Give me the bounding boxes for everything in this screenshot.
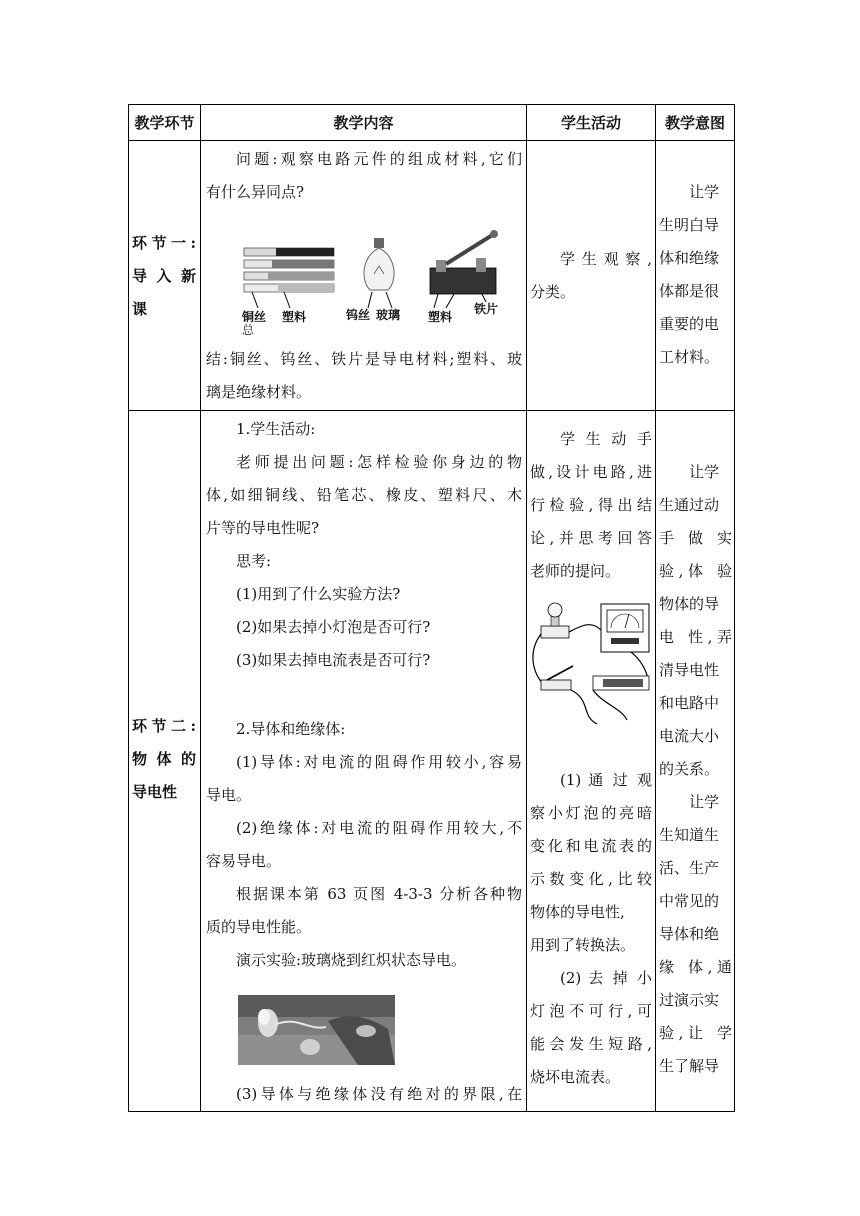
content-line: (2)如果去掉小灯泡是否可行? — [236, 618, 431, 636]
rule-bottom — [128, 1111, 735, 1112]
activity-line: 学生观察, — [560, 250, 652, 268]
content-line: 质的导电性能。 — [206, 918, 312, 936]
section2-stage-line: 环节二: — [132, 717, 196, 735]
intent-line: 导体和绝 — [659, 925, 720, 943]
section1-stage-line: 课 — [132, 300, 148, 318]
components-figure — [232, 228, 522, 338]
activity-line: (2) 去 掉 小 — [560, 969, 652, 987]
intent-line: 体和绝缘 — [659, 249, 720, 267]
activity-line: 论,并思考回答 — [530, 529, 652, 547]
section1-intent — [659, 176, 732, 374]
header-col-activity: 学生活动 — [560, 113, 621, 132]
rule-header — [128, 140, 735, 141]
section2-content-part1 — [206, 413, 522, 677]
intent-line: 验,体 验 — [659, 562, 732, 580]
activity-line: 变化和电流表的 — [530, 837, 652, 855]
activity-line: (1) 通 过 观 — [560, 771, 652, 789]
activity-line: 物体的导电性, — [530, 903, 625, 921]
section2-activity-top — [530, 423, 652, 588]
intent-line: 过演示实 — [659, 991, 720, 1009]
content-line: 老师提出问题:怎样检验你身边的物 — [236, 453, 522, 471]
intent-line: 生通过动 — [659, 496, 720, 514]
activity-line: 行检验,得出结 — [530, 496, 652, 514]
intent-line: 生明白导 — [659, 216, 720, 234]
intent-line: 电流大小 — [659, 727, 720, 745]
content-line: 问题:观察电路元件的组成材料,它们 — [236, 150, 522, 168]
circuit-illustration — [531, 600, 653, 730]
wire-bundle — [244, 248, 334, 308]
section2-stage — [132, 710, 196, 809]
content-line: 导电。 — [206, 786, 252, 804]
rule-v2 — [526, 104, 527, 1112]
intent-line: 缘 体,通 — [659, 958, 732, 976]
section1-stage-line: 环节一: — [132, 234, 196, 252]
intent-line: 让学 — [689, 793, 720, 811]
content-line: 有什么异同点? — [206, 183, 305, 201]
intent-line: 和电路中 — [659, 694, 720, 712]
bulb — [364, 238, 394, 308]
demo-photo — [238, 995, 395, 1065]
circuit-figure — [531, 600, 653, 730]
label-iron: 铁片 — [474, 302, 499, 316]
activity-line: 烧坏电流表。 — [530, 1068, 621, 1086]
activity-line: 察小灯泡的亮暗 — [530, 804, 652, 822]
label-plastic-switch: 塑料 — [428, 310, 453, 324]
section1-summary — [206, 343, 522, 409]
activity-line: 灯泡不可行,可 — [530, 1002, 652, 1020]
intent-line: 手 做 实 — [659, 529, 732, 547]
intent-line: 重要的电 — [659, 315, 720, 333]
section1-stage — [132, 227, 196, 326]
content-line: 根据课本第 63 页图 4-3-3 分析各种物 — [236, 885, 522, 903]
intent-line: 活、生产 — [659, 859, 720, 877]
rule-v1 — [200, 104, 201, 1112]
section2-content-last — [206, 1078, 522, 1111]
intent-line: 验,让 学 — [659, 1024, 732, 1042]
content-line: 结:铜丝、钨丝、铁片是导电材料;塑料、玻 — [206, 350, 522, 368]
activity-line: 用到了转换法。 — [530, 936, 636, 954]
activity-line: 能会发生短路, — [530, 1035, 652, 1053]
label-glass: 玻璃 — [376, 308, 401, 322]
intent-line: 物体的导 — [659, 595, 720, 613]
intent-line: 让学 — [689, 463, 720, 481]
rule-v3 — [655, 104, 656, 1112]
label-plastic-wire: 塑料 — [282, 310, 307, 324]
content-line: 思考: — [236, 552, 272, 570]
content-line: (3)导体与绝缘体没有绝对的界限,在 — [236, 1085, 522, 1103]
header-col-content: 教学内容 — [333, 113, 394, 132]
header-col-intent: 教学意图 — [664, 113, 725, 132]
activity-line: 学 生 动 手 — [560, 430, 652, 448]
content-line: 演示实验:玻璃烧到红炽状态导电。 — [236, 951, 467, 969]
section2-stage-line: 导电性 — [132, 783, 178, 801]
content-line: 2.导体和绝缘体: — [236, 720, 346, 738]
activity-line: 分类。 — [530, 283, 576, 301]
rule-v0 — [128, 104, 129, 1112]
demo-photo-illustration — [238, 995, 395, 1065]
section2-activity-bottom — [530, 764, 652, 1094]
section2-content-part2 — [206, 713, 522, 977]
intent-line: 体都是很 — [659, 282, 720, 300]
section2-intent — [659, 456, 732, 1083]
intent-line: 电 性,弄 — [659, 628, 732, 646]
intent-line: 生知道生 — [659, 826, 720, 844]
label-tungsten: 钨丝 — [346, 308, 371, 322]
section1-stage-line: 导 入 新 — [132, 267, 196, 285]
rule-v4 — [734, 104, 735, 1112]
intent-line: 中常见的 — [659, 892, 720, 910]
intent-line: 生了解导 — [659, 1057, 720, 1075]
section1-question — [206, 143, 522, 209]
content-line: 片等的导电性呢? — [206, 519, 320, 537]
content-line: 璃是绝缘材料。 — [206, 383, 312, 401]
rule-section — [128, 410, 735, 411]
header-col-stage: 教学环节 — [134, 113, 195, 132]
content-line: 1.学生活动: — [236, 420, 316, 438]
activity-line: 老师的提问。 — [530, 562, 621, 580]
intent-line: 清导电性 — [659, 661, 720, 679]
label-zong: 总 — [242, 323, 255, 337]
knife-switch — [430, 230, 498, 308]
intent-line: 工材料。 — [659, 348, 720, 366]
activity-line: 示数变化,比较 — [530, 870, 652, 888]
content-line: 体,如细铜线、铅笔芯、橡皮、塑料尺、木 — [206, 486, 522, 504]
section2-stage-line: 物 体 的 — [132, 750, 196, 768]
intent-line: 的关系。 — [659, 760, 720, 778]
label-copper: 铜丝 — [242, 310, 267, 324]
section1-activity — [530, 243, 652, 309]
activity-line: 做,设计电路,进 — [530, 463, 652, 481]
content-line: (1)用到了什么实验方法? — [236, 585, 401, 603]
content-line: (2)绝缘体:对电流的阻碍作用较大,不 — [236, 819, 522, 837]
content-line: 容易导电。 — [206, 852, 282, 870]
content-line: (3)如果去掉电流表是否可行? — [236, 651, 431, 669]
intent-line: 让学 — [689, 183, 720, 201]
content-line: (1)导体:对电流的阻碍作用较小,容易 — [236, 753, 522, 771]
